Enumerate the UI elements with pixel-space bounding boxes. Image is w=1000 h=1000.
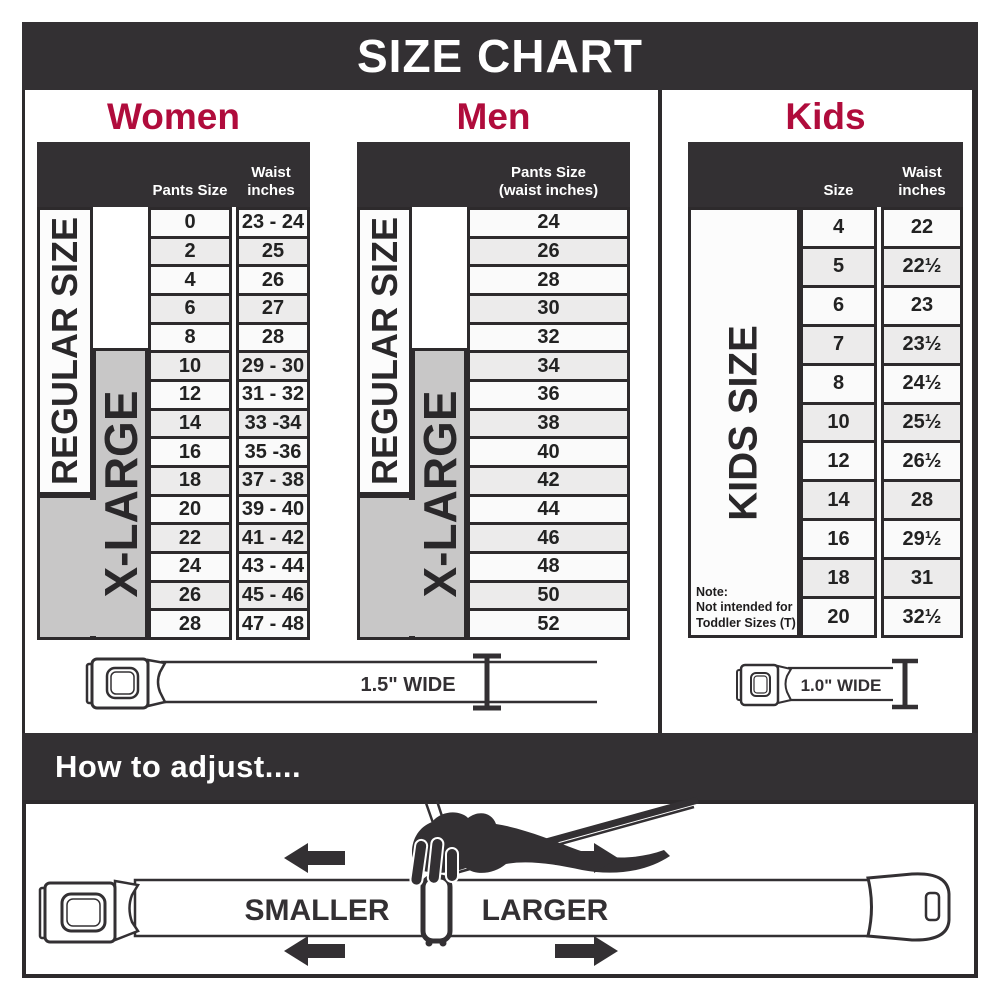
kids-waist-cell: 22 xyxy=(881,207,963,249)
women-waist-cell: 37 - 38 xyxy=(236,465,310,497)
banner-title: SIZE CHART xyxy=(357,30,643,82)
women-pants-size-cell: 8 xyxy=(148,322,232,354)
men-size-cell: 46 xyxy=(467,522,630,554)
men-size-cell: 40 xyxy=(467,436,630,468)
kids-waist-cell: 25½ xyxy=(881,402,963,444)
women-heading: Women xyxy=(107,96,240,137)
men-size-cell: 52 xyxy=(467,608,630,640)
adjust-illustration xyxy=(22,800,978,978)
how-to-adjust-band xyxy=(22,733,978,800)
women-xlarge-seam-patch xyxy=(89,500,98,636)
men-size-cell: 30 xyxy=(467,293,630,325)
kids-size-cell: 7 xyxy=(800,324,877,366)
kids-table-header xyxy=(688,142,963,207)
kids-waist-cell: 23 xyxy=(881,285,963,327)
women-waist-cell: 43 - 44 xyxy=(236,551,310,583)
men-size-cell: 24 xyxy=(467,207,630,239)
women-pants-size-cell: 4 xyxy=(148,264,232,296)
women-pants-size-cell: 24 xyxy=(148,551,232,583)
width-measure-icon xyxy=(473,656,501,708)
women-pants-size-cell: 0 xyxy=(148,207,232,239)
kids-size-cell: 12 xyxy=(800,440,877,482)
kids-waist-cell: 23½ xyxy=(881,324,963,366)
kids-waist-cell: 31 xyxy=(881,557,963,599)
women-waist-cell: 23 - 24 xyxy=(236,207,310,239)
men-xlarge-region xyxy=(412,348,467,640)
men-size-cell: 26 xyxy=(467,236,630,268)
kids-belt-illustration xyxy=(688,645,963,720)
kids-size-cell: 10 xyxy=(800,402,877,444)
women-pants-size-column xyxy=(148,207,232,640)
smaller-label: SMALLER xyxy=(244,894,390,927)
belt-slider xyxy=(423,877,450,947)
main-left-border xyxy=(22,90,25,733)
adult-seatbelt-buckle-icon xyxy=(87,659,165,708)
larger-label: LARGER xyxy=(481,894,609,927)
women-waist-cell: 29 - 30 xyxy=(236,350,310,382)
kids-size-header: Size xyxy=(823,182,854,199)
women-pants-size-cell: 26 xyxy=(148,580,232,612)
women-waist-cell: 35 -36 xyxy=(236,436,310,468)
kids-waist-cell: 28 xyxy=(881,479,963,521)
women-waist-cell: 45 - 46 xyxy=(236,580,310,612)
women-pants-size-cell: 16 xyxy=(148,436,232,468)
women-xlarge-region xyxy=(93,348,148,640)
men-size-cell: 44 xyxy=(467,494,630,526)
kids-size-cell: 18 xyxy=(800,557,877,599)
kids-size-column xyxy=(800,207,877,638)
women-waist-cell: 25 xyxy=(236,236,310,268)
women-waist-cell: 33 -34 xyxy=(236,408,310,440)
men-xlarge-label: X-LARGE xyxy=(413,390,466,598)
men-table-header xyxy=(357,142,630,207)
kids-seatbelt-buckle-icon xyxy=(737,665,791,705)
men-size-cell: 32 xyxy=(467,322,630,354)
kids-size-cell: 20 xyxy=(800,596,877,638)
women-regular-size-label: REGULAR SIZE xyxy=(44,216,85,486)
kids-waist-cell: 22½ xyxy=(881,246,963,288)
kids-size-cell: 8 xyxy=(800,363,877,405)
women-table-header xyxy=(37,142,310,207)
kids-waist-cell: 26½ xyxy=(881,440,963,482)
men-xlarge-seam-patch xyxy=(409,500,418,636)
women-xlarge-region-extension xyxy=(37,495,93,640)
men-size-cell: 50 xyxy=(467,580,630,612)
arrow-right-bottom-icon xyxy=(555,936,618,966)
women-waist-cell: 28 xyxy=(236,322,310,354)
kids-note: Note: Not intended for Toddler Sizes (T) xyxy=(696,584,796,630)
women-pants-size-cell: 2 xyxy=(148,236,232,268)
size-chart-banner xyxy=(22,22,978,90)
women-waist-cell: 27 xyxy=(236,293,310,325)
kids-size-cell: 16 xyxy=(800,518,877,560)
kids-waist-header: Waist inches xyxy=(898,164,946,199)
women-waist-cell: 31 - 32 xyxy=(236,379,310,411)
men-size-cell: 48 xyxy=(467,551,630,583)
men-size-cell: 28 xyxy=(467,264,630,296)
women-pants-size-cell: 12 xyxy=(148,379,232,411)
kids-heading: Kids xyxy=(785,96,866,137)
kids-size-region xyxy=(688,207,800,638)
adult-belt-width-label: 1.5" WIDE xyxy=(360,674,456,696)
women-pants-size-cell: 28 xyxy=(148,608,232,640)
kids-waist-cell: 29½ xyxy=(881,518,963,560)
men-size-cell: 42 xyxy=(467,465,630,497)
adult-belt-illustration xyxy=(37,645,630,720)
main-right-border xyxy=(972,90,978,733)
women-waist-cell: 26 xyxy=(236,264,310,296)
men-size-column xyxy=(467,207,630,640)
women-waist-header: Waist inches xyxy=(247,164,295,199)
arrow-left-bottom-icon xyxy=(284,936,345,966)
men-xlarge-region-extension xyxy=(357,495,412,640)
men-size-cell: 38 xyxy=(467,408,630,440)
kids-waist-cell: 32½ xyxy=(881,596,963,638)
men-heading: Men xyxy=(456,96,531,137)
kids-size-cell: 6 xyxy=(800,285,877,327)
women-waist-cell: 41 - 42 xyxy=(236,522,310,554)
kids-size-cell: 5 xyxy=(800,246,877,288)
women-pants-size-header: Pants Size xyxy=(152,182,228,199)
women-pants-size-cell: 22 xyxy=(148,522,232,554)
kids-size-cell: 14 xyxy=(800,479,877,521)
belt-tip xyxy=(868,874,949,940)
women-pants-size-cell: 14 xyxy=(148,408,232,440)
women-pants-size-cell: 6 xyxy=(148,293,232,325)
women-waist-cell: 47 - 48 xyxy=(236,608,310,640)
kids-belt-width-label: 1.0" WIDE xyxy=(800,676,882,695)
panel-divider xyxy=(658,90,662,733)
kids-waist-cell: 24½ xyxy=(881,363,963,405)
women-waist-cell: 39 - 40 xyxy=(236,494,310,526)
how-to-adjust-heading: How to adjust.... xyxy=(55,748,302,784)
kids-waist-column xyxy=(881,207,963,638)
men-regular-size-region xyxy=(357,207,412,495)
kids-size-cell: 4 xyxy=(800,207,877,249)
women-xlarge-label: X-LARGE xyxy=(94,390,147,598)
women-pants-size-cell: 20 xyxy=(148,494,232,526)
men-regular-size-label: REGULAR SIZE xyxy=(363,216,405,486)
width-measure-icon xyxy=(892,661,918,707)
women-pants-size-cell: 10 xyxy=(148,350,232,382)
women-regular-size-region xyxy=(37,207,93,495)
men-size-cell: 34 xyxy=(467,350,630,382)
women-waist-column xyxy=(236,207,310,640)
men-size-cell: 36 xyxy=(467,379,630,411)
kids-size-label: KIDS SIZE xyxy=(721,324,766,521)
arrow-left-top-icon xyxy=(284,843,345,873)
women-pants-size-cell: 18 xyxy=(148,465,232,497)
men-pants-size-header: Pants Size (waist inches) xyxy=(498,164,599,199)
seatbelt-buckle-icon xyxy=(40,881,138,942)
